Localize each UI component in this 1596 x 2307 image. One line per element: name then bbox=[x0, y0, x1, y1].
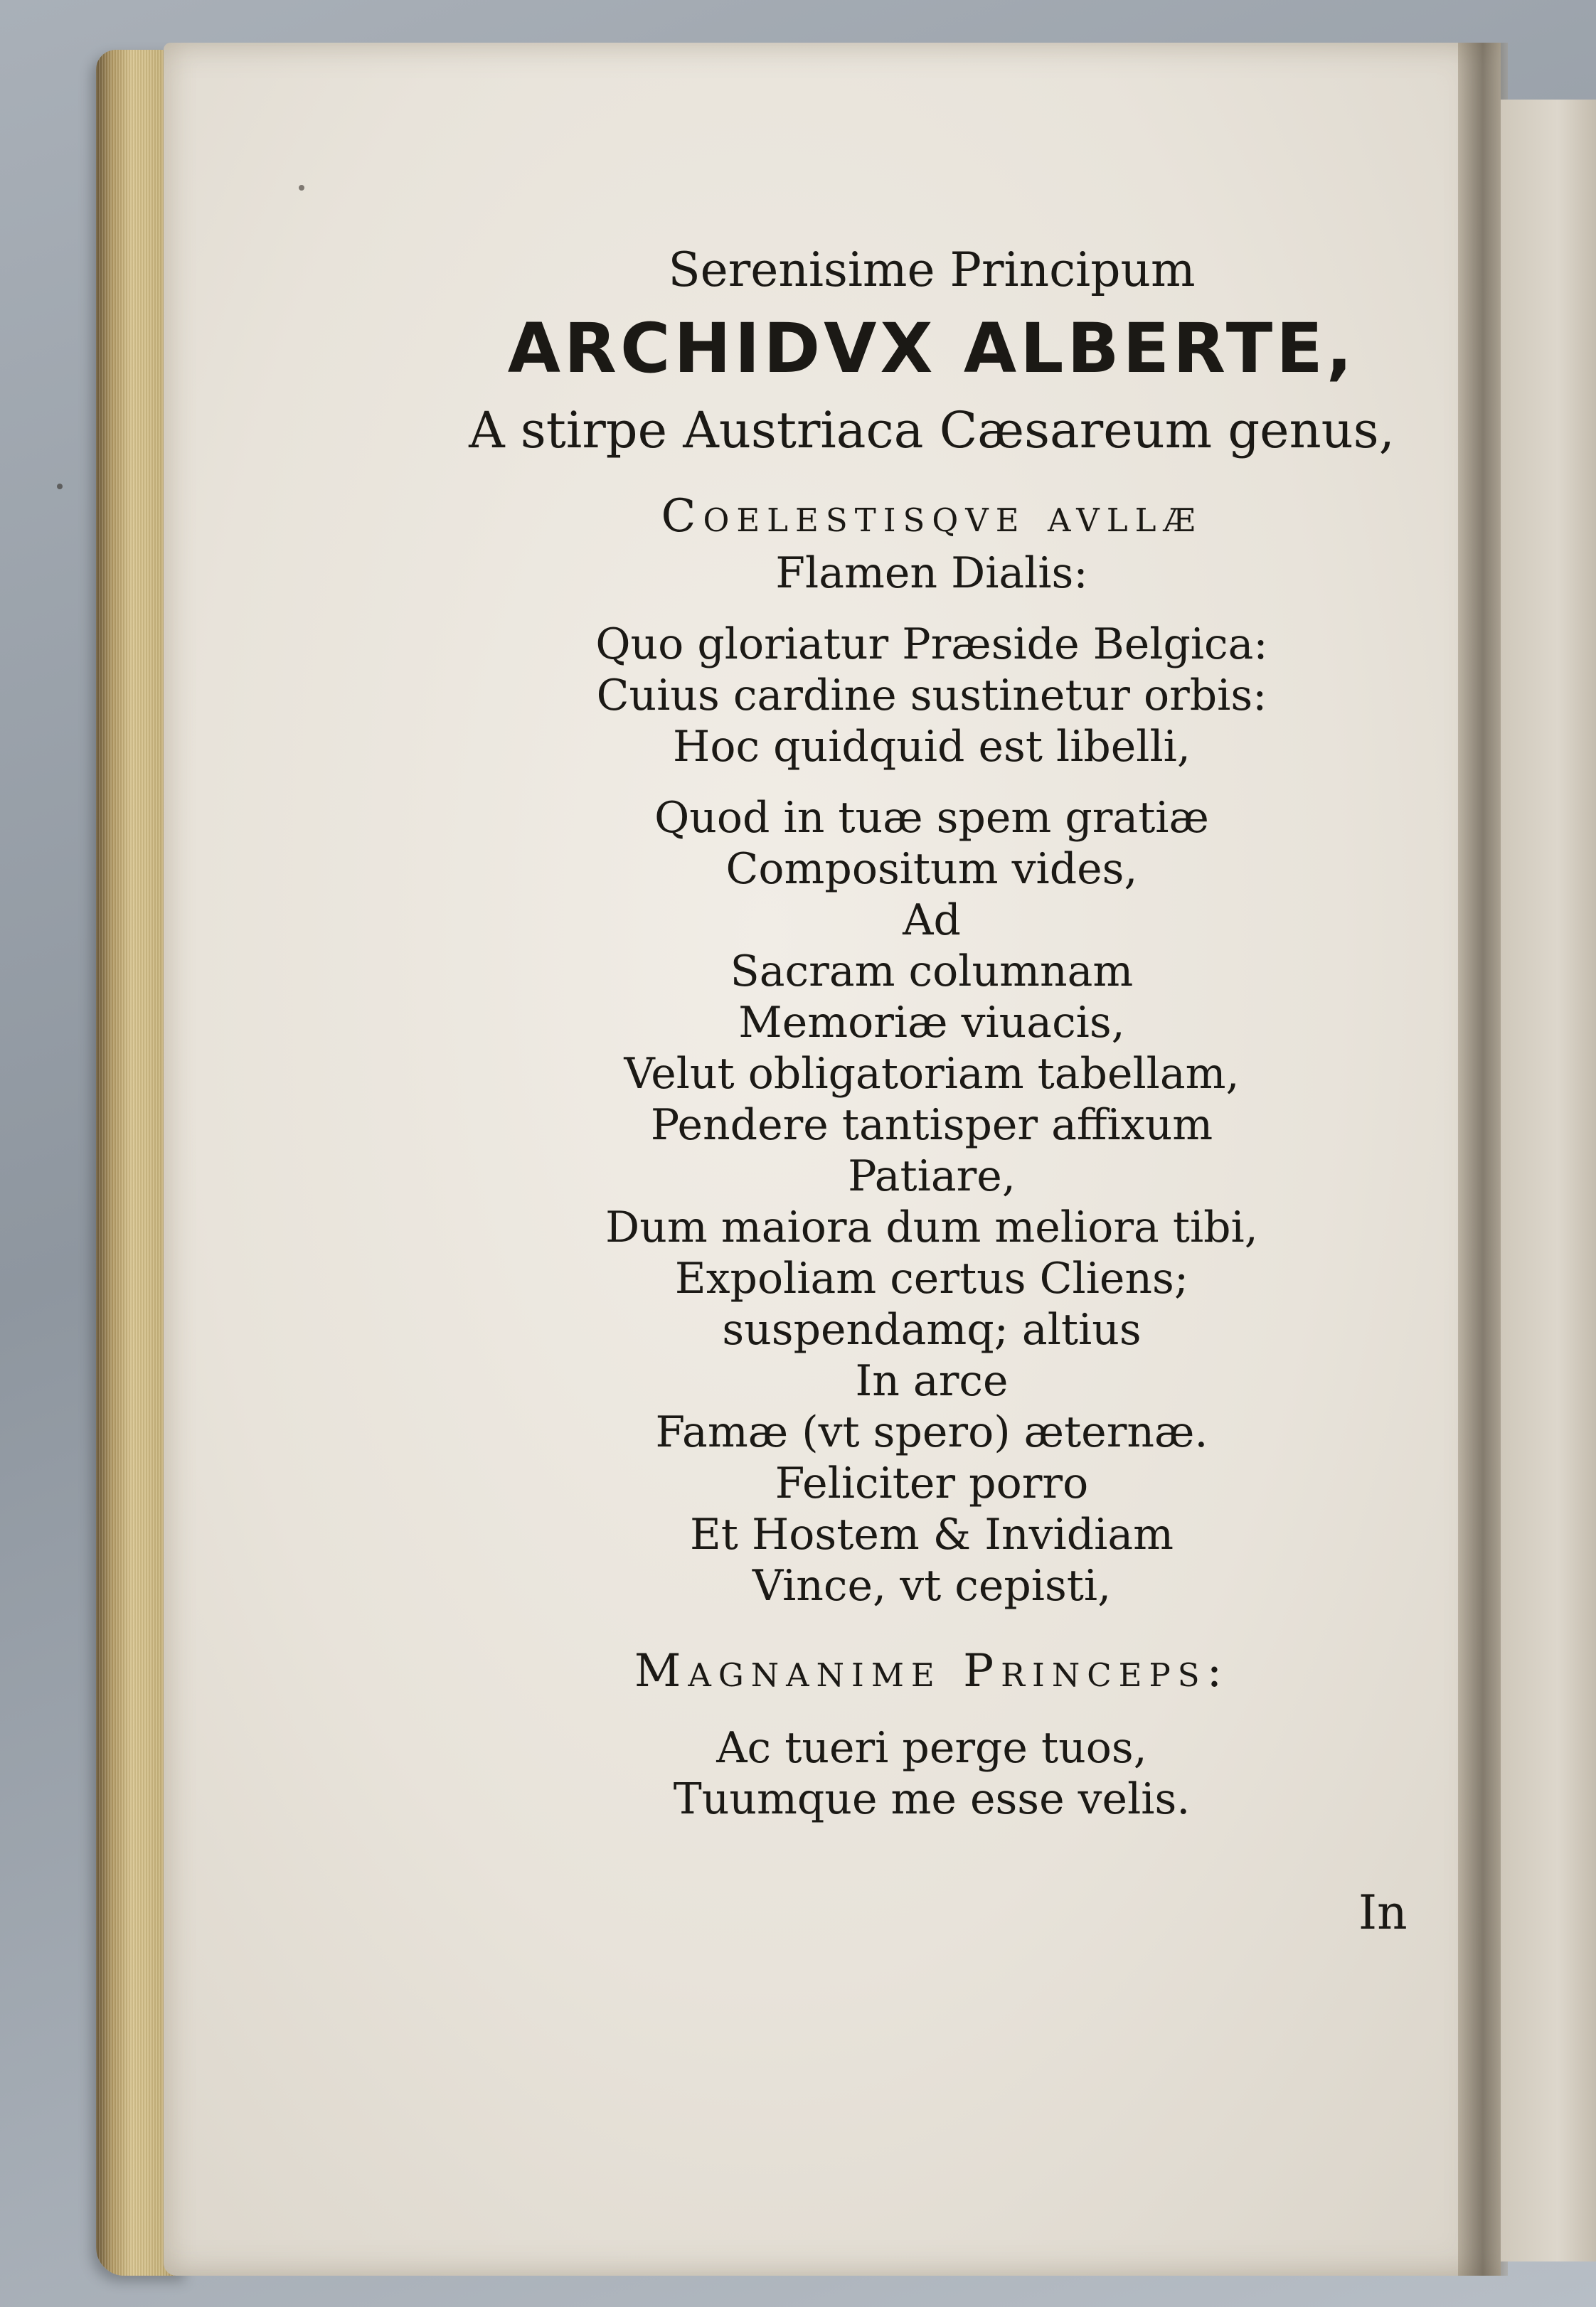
binding-nail bbox=[57, 484, 63, 489]
dedication-line: Velut obligatoriam tabellam, bbox=[624, 1049, 1240, 1099]
dedication-line: Et Hostem & Invidiam bbox=[690, 1510, 1174, 1560]
dedication-line: Compositum vides, bbox=[725, 844, 1138, 894]
dedication-line: In arce bbox=[855, 1356, 1009, 1406]
dedication-line: Memoriæ viuacis, bbox=[738, 998, 1125, 1048]
catchword: In bbox=[1358, 1885, 1408, 1940]
facing-page-edge bbox=[1501, 100, 1596, 2261]
dedication-line: Quo gloriatur Præside Belgica: bbox=[595, 619, 1268, 669]
dedication-line: Magnanime Princeps: bbox=[634, 1645, 1230, 1698]
dedication-line: Expoliam certus Cliens; bbox=[674, 1254, 1189, 1304]
dedication-line: Dum maiora dum meliora tibi, bbox=[605, 1203, 1258, 1252]
dedication-line: ARCHIDVX ALBERTE, bbox=[507, 309, 1356, 388]
paper-speck bbox=[299, 185, 304, 191]
dedication-line: Serenisime Principum bbox=[668, 243, 1196, 297]
dedication-text bbox=[427, 235, 1437, 1825]
dedication-line: Coelestisqve avllæ bbox=[661, 490, 1203, 543]
dedication-line: Quod in tuæ spem gratiæ bbox=[654, 793, 1209, 843]
dedication-line: Sacram columnam bbox=[730, 947, 1134, 996]
dedication-line: Hoc quidquid est libelli, bbox=[673, 722, 1191, 772]
dedication-line: Cuius cardine sustinetur orbis: bbox=[596, 671, 1267, 720]
dedication-line: Tuumque me esse velis. bbox=[673, 1774, 1191, 1824]
dedication-line: Patiare, bbox=[848, 1151, 1016, 1201]
dedication-line: A stirpe Austriaca Cæsareum genus, bbox=[469, 401, 1395, 459]
dedication-line: Famæ (vt spero) æternæ. bbox=[655, 1407, 1208, 1457]
dedication-line: Ac tueri perge tuos, bbox=[716, 1723, 1147, 1773]
dedication-line: Ad bbox=[903, 895, 961, 945]
dedication-line: Vince, vt cepisti, bbox=[752, 1561, 1112, 1611]
dedication-line: suspendamq; altius bbox=[722, 1305, 1142, 1355]
dedication-line: Feliciter porro bbox=[775, 1459, 1089, 1508]
dedication-line: Pendere tantisper affixum bbox=[650, 1100, 1213, 1150]
dedication-line: Flamen Dialis: bbox=[775, 548, 1088, 598]
